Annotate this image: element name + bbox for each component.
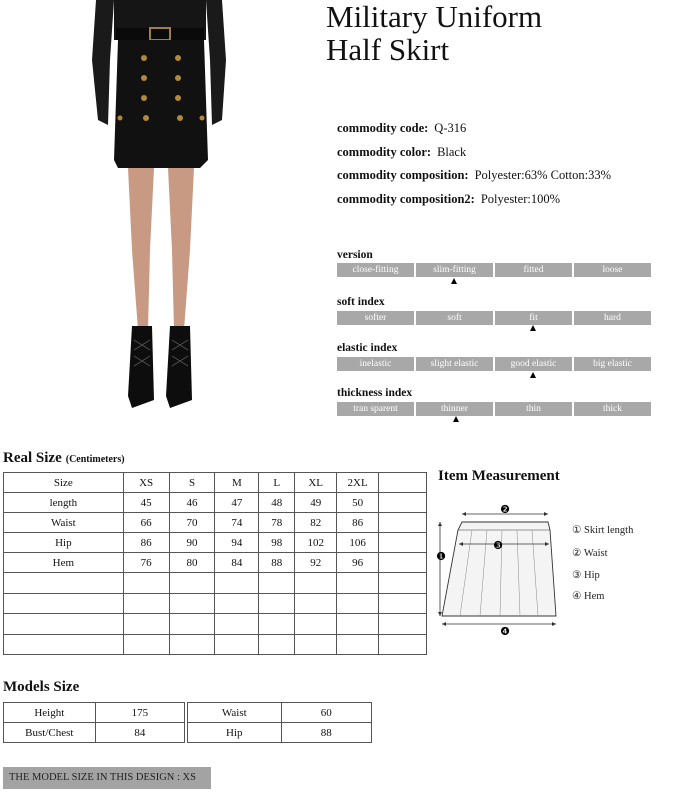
spec-composition2 <box>337 192 560 207</box>
item-measurement-heading: Item Measurement <box>438 468 560 484</box>
spec-label: commodity composition: <box>337 168 469 182</box>
table-cell <box>337 593 379 614</box>
table-cell: 66 <box>123 513 169 533</box>
table-cell <box>215 614 259 635</box>
table-cell <box>259 614 295 635</box>
table-cell: 49 <box>295 493 337 513</box>
table-row <box>4 593 427 614</box>
table-cell <box>295 634 337 655</box>
table-cell <box>379 573 427 594</box>
table-cell: 48 <box>259 493 295 513</box>
table-row <box>4 533 427 553</box>
spec-label: commodity code: <box>337 121 429 135</box>
elastic-index-bar <box>337 357 651 371</box>
skirt-measurement-diagram <box>432 498 572 640</box>
product-photo <box>88 0 248 410</box>
soft-selected-marker <box>530 325 536 331</box>
thickness-selected-marker <box>453 416 459 422</box>
table-row <box>4 553 427 573</box>
table-cell <box>123 614 169 635</box>
table-cell <box>169 573 215 594</box>
table-cell: 94 <box>215 533 259 553</box>
soft-index-label: soft index <box>337 296 385 308</box>
table-cell <box>123 593 169 614</box>
table-header-cell: XL <box>295 473 337 493</box>
table-cell: 86 <box>337 513 379 533</box>
thickness-option: thick <box>574 402 651 416</box>
version-option: loose <box>574 263 651 277</box>
version-option: slim-fitting <box>416 263 493 277</box>
spec-value: Black <box>437 145 467 159</box>
spec-value: Polyester:63% Cotton:33% <box>474 168 612 182</box>
model-size-note: THE MODEL SIZE IN THIS DESIGN : XS <box>3 767 211 789</box>
model-value: 84 <box>95 723 184 743</box>
product-title <box>326 0 542 66</box>
table-header-cell: S <box>169 473 215 493</box>
spec-composition <box>337 168 611 183</box>
table-header-cell: L <box>259 473 295 493</box>
elastic-option: good elastic <box>495 357 572 371</box>
models-size-table-right <box>187 702 372 743</box>
table-cell <box>379 533 427 553</box>
table-header-cell: 2XL <box>337 473 379 493</box>
title-line-2: Half Skirt <box>326 32 450 67</box>
table-cell <box>295 573 337 594</box>
model-attr: Waist <box>188 703 282 723</box>
spec-color <box>337 145 466 160</box>
table-cell <box>379 614 427 635</box>
thickness-index-bar <box>337 402 651 416</box>
table-cell <box>295 593 337 614</box>
soft-option: soft <box>416 311 493 325</box>
table-cell <box>4 593 124 614</box>
table-cell: Hem <box>4 553 124 573</box>
spec-value: Polyester:100% <box>480 192 561 206</box>
table-cell: 84 <box>215 553 259 573</box>
table-cell <box>379 493 427 513</box>
elastic-option: inelastic <box>337 357 414 371</box>
soft-index-bar <box>337 311 651 325</box>
elastic-option: slight elastic <box>416 357 493 371</box>
table-cell <box>379 634 427 655</box>
version-option: fitted <box>495 263 572 277</box>
table-cell <box>123 573 169 594</box>
table-cell <box>379 513 427 533</box>
table-cell: 86 <box>123 533 169 553</box>
model-attr: Bust/Chest <box>4 723 96 743</box>
elastic-option: big elastic <box>574 357 651 371</box>
measurement-item: ① Skirt length <box>572 525 634 536</box>
models-size-table-left <box>3 702 185 743</box>
table-cell <box>169 614 215 635</box>
table-cell <box>379 593 427 614</box>
table-row <box>4 634 427 655</box>
table-row <box>4 614 427 635</box>
table-cell: 74 <box>215 513 259 533</box>
table-cell: 96 <box>337 553 379 573</box>
marker-hip-label: ❸ <box>493 540 503 552</box>
marker-hem-label: ❹ <box>500 626 510 638</box>
table-cell: 92 <box>295 553 337 573</box>
table-cell <box>259 573 295 594</box>
soft-option: fit <box>495 311 572 325</box>
spec-code <box>337 121 466 136</box>
table-cell <box>4 634 124 655</box>
table-cell: 98 <box>259 533 295 553</box>
table-cell: 70 <box>169 513 215 533</box>
thickness-option: tran sparent <box>337 402 414 416</box>
real-size-table <box>3 472 427 655</box>
version-bar <box>337 263 651 277</box>
spec-label: commodity color: <box>337 145 432 159</box>
table-cell <box>4 573 124 594</box>
table-cell <box>123 634 169 655</box>
table-header-cell <box>379 473 427 493</box>
table-header-cell: XS <box>123 473 169 493</box>
table-cell: 46 <box>169 493 215 513</box>
table-cell: 78 <box>259 513 295 533</box>
version-option: close-fitting <box>337 263 414 277</box>
model-attr: Height <box>4 703 96 723</box>
measurement-item: ③ Hip <box>572 570 600 581</box>
table-cell <box>215 573 259 594</box>
table-header-row <box>4 473 427 493</box>
models-size-heading: Models Size <box>3 679 80 695</box>
table-cell: 82 <box>295 513 337 533</box>
model-value: 88 <box>281 723 371 743</box>
measurement-item: ④ Hem <box>572 591 605 602</box>
table-cell: 45 <box>123 493 169 513</box>
table-cell <box>215 593 259 614</box>
table-cell <box>215 634 259 655</box>
table-cell <box>169 634 215 655</box>
table-cell: Hip <box>4 533 124 553</box>
table-header-cell: M <box>215 473 259 493</box>
table-cell: length <box>4 493 124 513</box>
real-size-unit: (Centimeters) <box>65 454 125 465</box>
thickness-option: thin <box>495 402 572 416</box>
real-size-heading <box>3 450 125 467</box>
elastic-index-label: elastic index <box>337 342 398 354</box>
table-cell <box>295 614 337 635</box>
thickness-index-label: thickness index <box>337 387 413 399</box>
spec-label: commodity composition2: <box>337 192 475 206</box>
model-value: 60 <box>281 703 371 723</box>
thickness-option: thinner <box>416 402 493 416</box>
table-row <box>4 513 427 533</box>
marker-waist-label: ❷ <box>500 504 510 516</box>
table-cell: 88 <box>259 553 295 573</box>
marker-length-label: ❶ <box>436 551 446 563</box>
title-line-1: Military Uniform <box>326 0 543 34</box>
model-value: 175 <box>95 703 184 723</box>
table-cell: 50 <box>337 493 379 513</box>
version-selected-marker <box>451 278 457 284</box>
elastic-selected-marker <box>530 372 536 378</box>
table-cell <box>337 573 379 594</box>
spec-value: Q-316 <box>434 121 467 135</box>
table-cell: 76 <box>123 553 169 573</box>
table-cell: Waist <box>4 513 124 533</box>
table-cell: 106 <box>337 533 379 553</box>
measurement-item: ② Waist <box>572 548 608 559</box>
real-size-title: Real Size <box>3 450 62 466</box>
soft-option: softer <box>337 311 414 325</box>
model-attr: Hip <box>188 723 282 743</box>
table-cell: 80 <box>169 553 215 573</box>
table-cell: 47 <box>215 493 259 513</box>
table-cell <box>259 634 295 655</box>
table-cell <box>259 593 295 614</box>
table-header-cell: Size <box>4 473 124 493</box>
soft-option: hard <box>574 311 651 325</box>
version-label: version <box>337 249 373 261</box>
table-row <box>4 573 427 594</box>
table-cell <box>337 614 379 635</box>
table-row <box>4 493 427 513</box>
table-cell <box>169 593 215 614</box>
table-cell <box>379 553 427 573</box>
table-cell: 102 <box>295 533 337 553</box>
table-cell <box>337 634 379 655</box>
table-cell <box>4 614 124 635</box>
table-cell: 90 <box>169 533 215 553</box>
